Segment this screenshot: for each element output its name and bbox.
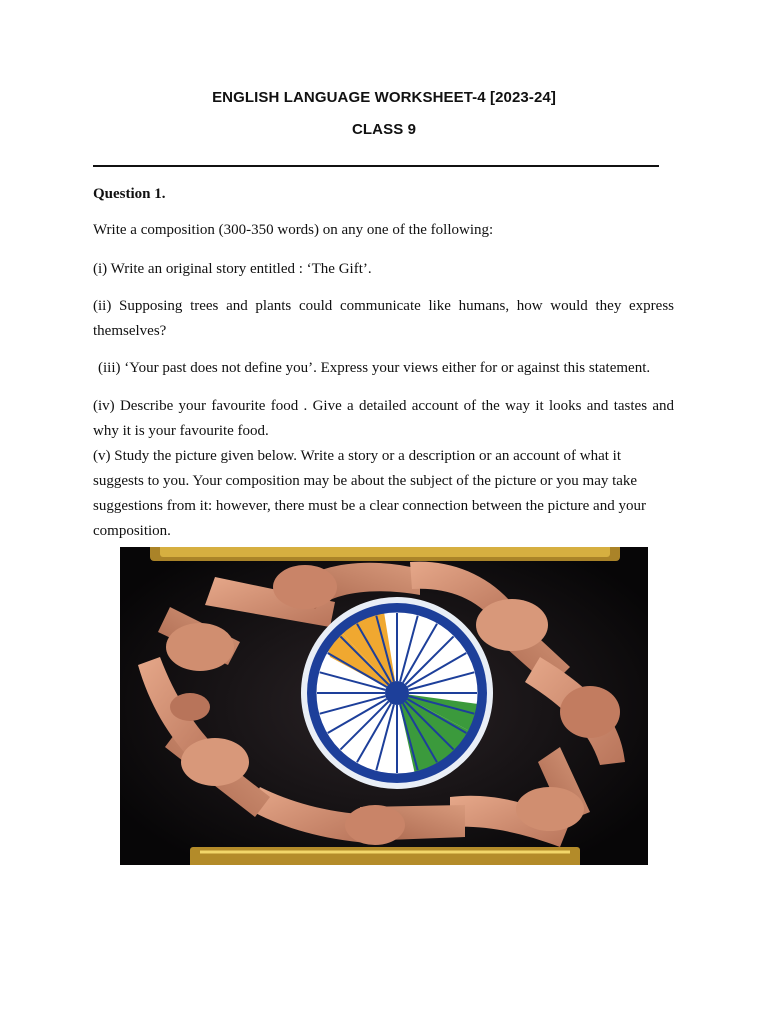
option-4: (iv) Describe your favourite food . Give a detailed account of the way it looks and tastes and why it is your favourite food. [93,398,674,439]
option-5: (v) Study the picture given below. Write a story or a description or an account of what it suggests to you. Your composition may be about the subject of the picture or you may take suggestions from it: however, there must be a clear connection between the picture and your composition. [93,448,646,539]
option-3: (iii) ‘Your past does not define you’. Express your views either for or against this statement. [98,360,651,376]
option-2: (ii) Supposing trees and plants could communicate like humans, how would they express themselves? [93,298,674,339]
unity-hands-illustration [120,547,648,865]
top-caption-artwork [150,547,620,561]
composition-picture [120,547,648,865]
divider [93,165,659,167]
bottom-caption-artwork [190,847,580,865]
worksheet-title: ENGLISH LANGUAGE WORKSHEET-4 [2023-24] [212,89,556,106]
class-label: CLASS 9 [351,121,417,138]
question-intro: Write a composition (300-350 words) on any one of the following: [93,222,494,238]
question-heading: Question 1. [93,186,166,202]
option-1: (i) Write an original story entitled : ‘The Gift’. [93,261,372,277]
